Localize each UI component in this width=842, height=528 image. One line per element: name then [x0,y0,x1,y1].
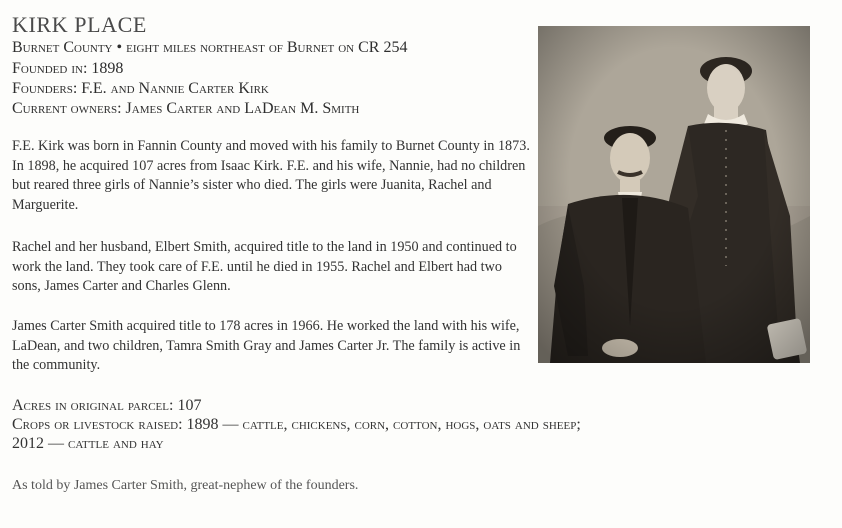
attribution-credit: As told by James Carter Smith, great-nephew of the founders. [12,478,359,493]
historic-couple-photo [538,26,810,363]
crops-1898-fact: Crops or livestock raised: 1898 — cattle, chickens, corn, cotton, hogs, oats and sheep; [12,416,581,433]
founders-line: Founders: F.E. and Nannie Carter Kirk [12,80,269,97]
page-title: KIRK PLACE [12,12,147,37]
location-line: Burnet County • eight miles northeast of Burnet on CR 254 [12,39,408,56]
acres-fact: Acres in original parcel: 107 [12,397,202,414]
history-paragraph: Rachel and her husband, Elbert Smith, acquired title to the land in 1950 and continued to work the land. They took care of F.E. until he died in 1955. Rachel and Elbert had two sons, James Carter and Charles Glenn. [12,239,517,294]
founded-line: Founded in: 1898 [12,60,124,77]
crops-2012-fact: 2012 — cattle and hay [12,435,164,452]
history-paragraph: James Carter Smith acquired title to 178 acres in 1966. He worked the land with his wife, LaDean, and two children, Tamra Smith Gray and James Carter Jr. The family is active in the community. [12,318,521,373]
owners-line: Current owners: James Carter and LaDean M. Smith [12,100,360,117]
photo-illustration [538,26,810,363]
history-paragraph: F.E. Kirk was born in Fannin County and moved with his family to Burnet County in 1873. In 1898, he acquired 107 acres from Isaac Kirk. F.E. and his wife, Nannie, had no children but reared three girls of Nannie’s sister who died. The girls were Juanita, Rachel and Marguerite. [12,138,530,213]
